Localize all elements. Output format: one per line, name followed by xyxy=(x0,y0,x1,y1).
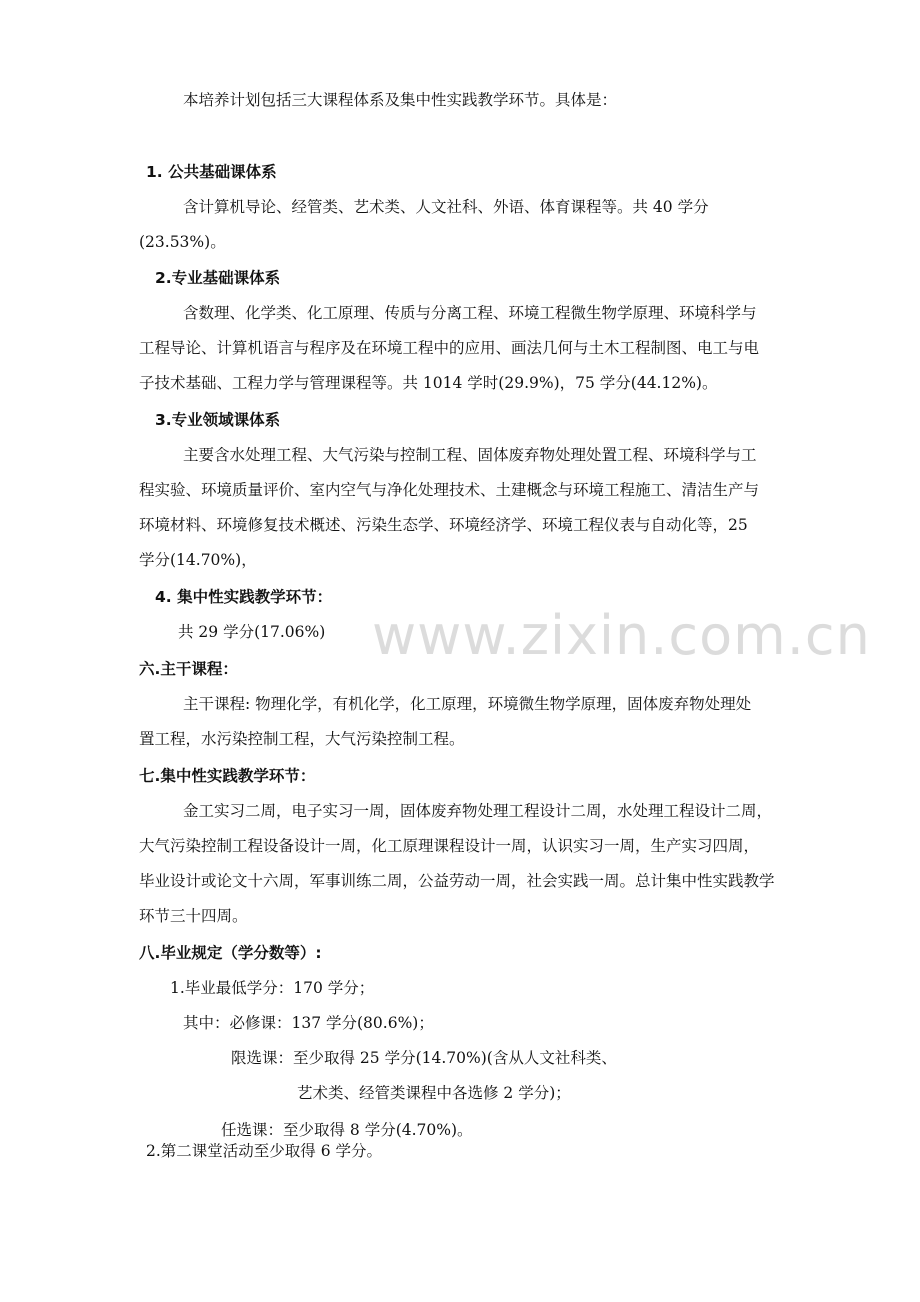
section-4-line: 共 29 学分(17.06%) xyxy=(178,623,326,641)
section-1-line: 含计算机导论、经管类、艺术类、人文社科、外语、体育课程等。共 40 学分 xyxy=(183,198,709,216)
section-2-line: 子技术基础、工程力学与管理课程等。共 1014 学时(29.9%)，75 学分(44.12%)。 xyxy=(139,374,718,392)
section-7-line: 大气污染控制工程设备设计一周，化工原理课程设计一周，认识实习一周，生产实习四周， xyxy=(139,837,760,855)
intro-text: 本培养计划包括三大课程体系及集中性实践教学环节。具体是： xyxy=(183,91,618,109)
watermark: www.zixin.com.cn xyxy=(372,604,871,667)
section-2-heading: 2.专业基础课体系 xyxy=(155,269,281,287)
section-1-line: (23.53%)。 xyxy=(139,233,226,251)
section-8-heading: 八.毕业规定（学分数等）: xyxy=(139,944,322,962)
section-8-line: 艺术类、经管类课程中各选修 2 学分)； xyxy=(297,1084,571,1102)
section-7-line: 金工实习二周，电子实习一周，固体废弃物处理工程设计二周，水处理工程设计二周， xyxy=(183,802,773,820)
section-3-line: 环境材料、环境修复技术概述、污染生态学、环境经济学、环境工程仪表与自动化等，25 xyxy=(139,516,748,534)
section-7-line: 毕业设计或论文十六周，军事训练二周，公益劳动一周，社会实践一周。总计集中性实践教学 xyxy=(139,872,775,890)
section-8-line: 任选课：至少取得 8 学分(4.70%)。 xyxy=(221,1121,473,1139)
section-8-line: 1.毕业最低学分：170 学分； xyxy=(170,979,375,997)
section-7-line: 环节三十四周。 xyxy=(139,907,248,925)
section-6-line: 主干课程: 物理化学，有机化学，化工原理，环境微生物学原理，固体废弃物处理处 xyxy=(183,695,752,713)
section-8-line: 其中：必修课：137 学分(80.6%)； xyxy=(183,1014,434,1032)
section-8-line: 2.第二课堂活动至少取得 6 学分。 xyxy=(146,1142,383,1160)
section-6-line: 置工程，水污染控制工程，大气污染控制工程。 xyxy=(139,730,465,748)
section-3-line: 学分(14.70%)， xyxy=(139,551,257,569)
section-3-heading: 3.专业领域课体系 xyxy=(155,411,281,429)
section-1-heading: 1. 公共基础课体系 xyxy=(146,163,277,181)
section-2-line: 含数理、化学类、化工原理、传质与分离工程、环境工程微生物学原理、环境科学与 xyxy=(183,304,757,322)
section-3-line: 程实验、环境质量评价、室内空气与净化处理技术、土建概念与环境工程施工、清洁生产与 xyxy=(139,481,760,499)
section-7-heading: 七.集中性实践教学环节： xyxy=(139,767,316,785)
section-2-line: 工程导论、计算机语言与程序及在环境工程中的应用、画法几何与土木工程制图、电工与电 xyxy=(139,339,760,357)
section-8-line: 限选课：至少取得 25 学分(14.70%)(含从人文社科类、 xyxy=(231,1049,617,1067)
section-6-heading: 六.主干课程： xyxy=(139,660,238,678)
section-4-heading: 4. 集中性实践教学环节： xyxy=(155,588,333,606)
section-3-line: 主要含水处理工程、大气污染与控制工程、固体废弃物处理处置工程、环境科学与工 xyxy=(183,446,757,464)
